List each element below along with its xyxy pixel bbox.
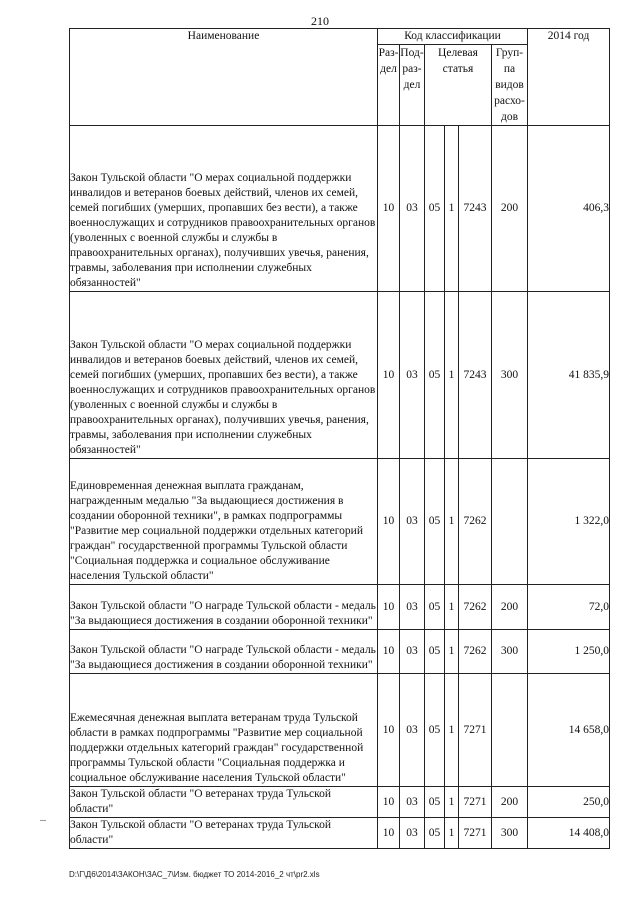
row-razdel: 10	[378, 674, 400, 787]
row-target-2: 1	[445, 126, 459, 292]
row-podrazdel: 03	[400, 787, 425, 818]
header-code-group: Код классификации	[378, 29, 528, 45]
row-podrazdel: 03	[400, 126, 425, 292]
row-target-1: 05	[425, 459, 445, 585]
row-razdel: 10	[378, 585, 400, 630]
header-year: 2014 год	[528, 29, 610, 126]
row-name: Закон Тульской области "О мерах социальной поддержки инвалидов и ветеранов боевых действий, членов их семей, семей погибших (умерших, пропавших без вести), а также военнослужащих и сотрудников правоохранительных органов (уволенных с военной службы и службы в правоохранительных органах), получивших увечья, ранения, травмы, заболевания при исполнении служебных обязанностей"	[70, 292, 378, 459]
header-group: Груп-па видов расхо-дов	[492, 45, 528, 126]
row-podrazdel: 03	[400, 292, 425, 459]
row-target-3: 7243	[459, 292, 492, 459]
row-razdel: 10	[378, 126, 400, 292]
row-name: Ежемесячная денежная выплата ветеранам труда Тульской области в рамках подпрограммы "Развитие мер социальной поддержки отдельных категорий граждан" государственной программы Тульской области "Социальная поддержка и социальное обслуживание населения Тульской области"	[70, 674, 378, 787]
table-row	[70, 674, 610, 787]
row-podrazdel: 03	[400, 585, 425, 630]
row-target-2: 1	[445, 630, 459, 674]
row-podrazdel: 03	[400, 818, 425, 849]
row-amount: 1 322,0	[528, 459, 610, 585]
file-path-footer: D:\Г\Д6\2014\ЗАКОН\ЗАС_7\Изм. бюджет ТО 2014-2016_2 чт\pr2.xls	[69, 870, 320, 879]
row-group: 300	[492, 818, 528, 849]
row-razdel: 10	[378, 459, 400, 585]
row-razdel: 10	[378, 292, 400, 459]
page-number: 210	[311, 14, 329, 28]
table-row	[70, 126, 610, 292]
row-group	[492, 674, 528, 787]
row-target-3: 7271	[459, 818, 492, 849]
row-name: Закон Тульской области "О награде Тульской области - медаль "За выдающиеся достижения в создании оборонной техники"	[70, 630, 378, 674]
header-podrazdel: Под-раз-дел	[400, 45, 425, 126]
row-target-1: 05	[425, 585, 445, 630]
header-target: Целевая статья	[425, 45, 492, 126]
row-target-3: 7271	[459, 787, 492, 818]
row-amount: 72,0	[528, 585, 610, 630]
row-target-1: 05	[425, 674, 445, 787]
row-target-1: 05	[425, 630, 445, 674]
row-target-1: 05	[425, 126, 445, 292]
table-row	[70, 459, 610, 585]
row-razdel: 10	[378, 630, 400, 674]
row-group: 200	[492, 787, 528, 818]
row-amount: 406,3	[528, 126, 610, 292]
row-group: 200	[492, 585, 528, 630]
row-target-1: 05	[425, 818, 445, 849]
row-target-2: 1	[445, 818, 459, 849]
table-body	[70, 126, 610, 849]
row-amount: 14 408,0	[528, 818, 610, 849]
row-amount: 41 835,9	[528, 292, 610, 459]
row-target-2: 1	[445, 674, 459, 787]
row-target-2: 1	[445, 787, 459, 818]
row-name: Закон Тульской области "О мерах социальной поддержки инвалидов и ветеранов боевых действий, членов их семей, семей погибших (умерших, пропавших без вести), а также военнослужащих и сотрудников правоохранительных органов (уволенных с военной службы и службы в правоохранительных органах), получивших увечья, ранения, травмы, заболевания при исполнении служебных обязанностей"	[70, 126, 378, 292]
row-razdel: 10	[378, 818, 400, 849]
row-podrazdel: 03	[400, 459, 425, 585]
row-target-3: 7262	[459, 585, 492, 630]
row-group	[492, 459, 528, 585]
row-target-3: 7271	[459, 674, 492, 787]
table-row	[70, 818, 610, 849]
row-name: Единовременная денежная выплата гражданам, награжденным медалью "За выдающиеся достижения в создании оборонной техники", в рамках подпрограммы "Развитие мер социальной поддержки отдельных категорий граждан" государственной программы Тульской области "Социальная поддержка и социальное обслуживание населения Тульской области"	[70, 459, 378, 585]
row-amount: 1 250,0	[528, 630, 610, 674]
row-target-3: 7262	[459, 459, 492, 585]
row-target-1: 05	[425, 787, 445, 818]
row-podrazdel: 03	[400, 674, 425, 787]
margin-mark	[40, 820, 46, 821]
row-amount: 250,0	[528, 787, 610, 818]
row-target-2: 1	[445, 292, 459, 459]
table-row	[70, 585, 610, 630]
row-target-3: 7243	[459, 126, 492, 292]
row-group: 200	[492, 126, 528, 292]
row-group: 300	[492, 630, 528, 674]
row-target-1: 05	[425, 292, 445, 459]
header-name: Наименование	[70, 29, 378, 126]
row-name: Закон Тульской области "О награде Тульской области - медаль "За выдающиеся достижения в создании оборонной техники"	[70, 585, 378, 630]
table-row	[70, 787, 610, 818]
row-group: 300	[492, 292, 528, 459]
row-target-2: 1	[445, 459, 459, 585]
budget-table	[69, 28, 610, 849]
row-target-3: 7262	[459, 630, 492, 674]
row-podrazdel: 03	[400, 630, 425, 674]
row-amount: 14 658,0	[528, 674, 610, 787]
table-row	[70, 292, 610, 459]
table-row	[70, 630, 610, 674]
header-razdel: Раз-дел	[378, 45, 400, 126]
row-name: Закон Тульской области "О ветеранах труда Тульской области"	[70, 818, 378, 849]
row-target-2: 1	[445, 585, 459, 630]
row-razdel: 10	[378, 787, 400, 818]
row-name: Закон Тульской области "О ветеранах труда Тульской области"	[70, 787, 378, 818]
